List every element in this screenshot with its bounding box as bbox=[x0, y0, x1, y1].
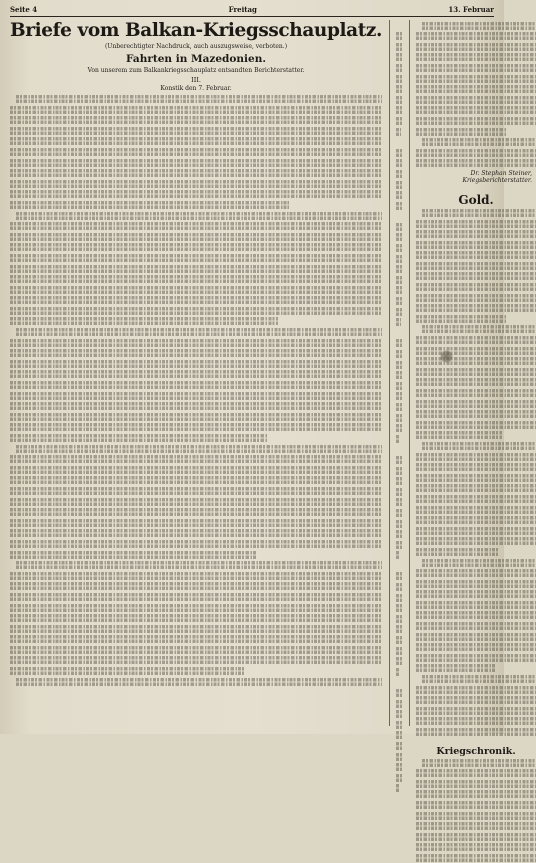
article-signature: Dr. Stephan Steiner, Kriegsberichterstatter. bbox=[462, 170, 533, 185]
text-line bbox=[416, 495, 536, 504]
text-line bbox=[10, 487, 382, 496]
text-line bbox=[396, 509, 402, 518]
text-line bbox=[416, 548, 499, 557]
text-line bbox=[396, 615, 402, 624]
text-line bbox=[416, 220, 536, 229]
text-line bbox=[10, 222, 382, 231]
text-line bbox=[10, 593, 382, 602]
text-line bbox=[416, 474, 536, 483]
text-line bbox=[416, 717, 536, 726]
text-line bbox=[416, 421, 536, 430]
text-line bbox=[10, 519, 382, 528]
text-line bbox=[416, 696, 536, 705]
text-line bbox=[416, 453, 536, 462]
text-line bbox=[16, 95, 382, 104]
text-line bbox=[416, 707, 536, 716]
text-line bbox=[422, 325, 536, 334]
text-line bbox=[396, 414, 402, 423]
issue-date: 13. Februar bbox=[448, 5, 494, 14]
text-line bbox=[416, 527, 536, 536]
text-line bbox=[396, 181, 402, 190]
text-line bbox=[416, 622, 536, 631]
text-line bbox=[396, 594, 402, 603]
text-line bbox=[10, 265, 382, 274]
text-line bbox=[10, 137, 382, 146]
text-line bbox=[422, 442, 536, 451]
text-line bbox=[10, 667, 244, 676]
text-line bbox=[396, 647, 402, 656]
text-line bbox=[416, 654, 536, 663]
text-line bbox=[416, 780, 536, 789]
series-subtitle: Von unserem zum Balkankriegsschauplatz entsandten Berichterstatter. bbox=[87, 67, 305, 74]
text-line bbox=[10, 423, 382, 432]
text-line bbox=[10, 339, 382, 348]
gold-body bbox=[416, 209, 536, 737]
text-line bbox=[396, 223, 402, 232]
text-line bbox=[396, 763, 402, 772]
text-line bbox=[416, 537, 536, 546]
text-line bbox=[396, 604, 402, 613]
text-line bbox=[10, 455, 382, 464]
text-line bbox=[416, 854, 536, 863]
text-line bbox=[396, 159, 402, 168]
text-line bbox=[416, 106, 536, 115]
text-line bbox=[396, 75, 402, 84]
text-line bbox=[396, 276, 402, 285]
day-label: Freitag bbox=[228, 5, 257, 14]
text-line bbox=[396, 43, 402, 52]
text-line bbox=[10, 116, 382, 125]
text-line bbox=[396, 233, 402, 242]
column-1 bbox=[10, 20, 382, 726]
text-line bbox=[396, 753, 402, 762]
page-folio: Seite 4 bbox=[10, 5, 38, 14]
text-line bbox=[10, 307, 382, 316]
text-line bbox=[16, 212, 382, 221]
text-line bbox=[422, 675, 536, 684]
text-line bbox=[396, 392, 402, 401]
text-line bbox=[10, 625, 382, 634]
text-line bbox=[396, 668, 400, 677]
text-line bbox=[416, 53, 536, 62]
section-title-gold: Gold. bbox=[458, 193, 494, 208]
text-line bbox=[10, 254, 382, 263]
text-line bbox=[10, 190, 382, 199]
text-line bbox=[416, 368, 536, 377]
text-line bbox=[416, 400, 536, 409]
text-line bbox=[416, 601, 536, 610]
text-line bbox=[16, 678, 382, 687]
text-line bbox=[16, 445, 382, 454]
text-line bbox=[396, 689, 402, 698]
text-line bbox=[416, 516, 536, 525]
text-line bbox=[416, 686, 536, 695]
text-line bbox=[396, 371, 402, 380]
text-line bbox=[396, 530, 402, 539]
text-line bbox=[396, 32, 402, 41]
text-line bbox=[416, 643, 536, 652]
text-line bbox=[396, 297, 402, 306]
text-line bbox=[416, 230, 536, 239]
part-number: III. bbox=[191, 76, 201, 84]
text-line bbox=[396, 339, 402, 348]
text-line bbox=[10, 540, 382, 549]
text-line bbox=[10, 148, 382, 157]
text-line bbox=[396, 308, 402, 317]
text-line bbox=[416, 128, 506, 137]
text-line bbox=[416, 294, 536, 303]
text-line bbox=[10, 656, 382, 665]
text-line bbox=[416, 32, 536, 41]
text-line bbox=[10, 286, 382, 295]
text-line bbox=[416, 611, 536, 620]
column-1-body bbox=[10, 95, 382, 687]
text-line bbox=[396, 784, 400, 793]
text-line bbox=[396, 318, 401, 327]
text-line bbox=[396, 202, 402, 211]
text-line bbox=[10, 169, 382, 178]
text-line bbox=[396, 700, 402, 709]
text-line bbox=[10, 106, 382, 115]
column-2-body-top bbox=[396, 22, 402, 211]
text-line bbox=[396, 350, 402, 359]
text-line bbox=[416, 64, 536, 73]
text-line bbox=[10, 614, 382, 623]
text-line bbox=[396, 572, 402, 581]
text-line bbox=[416, 149, 536, 158]
text-line bbox=[396, 625, 402, 634]
text-line bbox=[422, 22, 536, 31]
text-line bbox=[10, 466, 382, 475]
series-title: Fahrten in Mazedonien. bbox=[126, 53, 266, 65]
text-line bbox=[396, 255, 402, 264]
text-line bbox=[10, 413, 382, 422]
text-line bbox=[10, 498, 382, 507]
text-line bbox=[416, 843, 536, 852]
text-line bbox=[416, 633, 536, 642]
text-line bbox=[422, 138, 536, 147]
text-line bbox=[396, 583, 402, 592]
text-line bbox=[396, 731, 402, 740]
column-3 bbox=[409, 20, 536, 757]
text-line bbox=[396, 467, 402, 476]
text-line bbox=[396, 657, 402, 666]
text-line bbox=[416, 315, 506, 324]
text-line bbox=[396, 435, 400, 444]
text-line bbox=[396, 106, 402, 115]
text-line bbox=[416, 389, 536, 398]
text-line bbox=[416, 43, 536, 52]
text-line bbox=[416, 431, 502, 440]
article-headline: Briefe vom Balkan-Kriegsschauplatz. bbox=[10, 20, 383, 41]
text-line bbox=[416, 569, 536, 578]
text-line bbox=[416, 357, 536, 366]
running-head bbox=[10, 5, 494, 17]
text-line bbox=[10, 381, 382, 390]
text-line bbox=[396, 721, 402, 730]
text-line bbox=[416, 117, 536, 126]
text-line bbox=[10, 604, 382, 613]
text-line bbox=[10, 233, 382, 242]
text-line bbox=[416, 251, 536, 260]
text-line bbox=[416, 812, 536, 821]
text-line bbox=[10, 349, 382, 358]
text-line bbox=[10, 476, 382, 485]
text-line bbox=[10, 317, 278, 326]
text-line bbox=[396, 244, 402, 253]
text-line bbox=[416, 664, 495, 673]
text-line bbox=[10, 159, 382, 168]
text-line bbox=[396, 477, 402, 486]
text-line bbox=[396, 361, 402, 370]
text-line bbox=[416, 580, 536, 589]
text-line bbox=[396, 53, 402, 62]
text-line bbox=[396, 382, 402, 391]
text-line bbox=[416, 96, 536, 105]
text-line bbox=[396, 541, 402, 550]
text-line bbox=[396, 191, 402, 200]
text-line bbox=[396, 85, 402, 94]
chronik-body bbox=[416, 759, 536, 863]
section-title-chronik: Kriegschronik. bbox=[436, 746, 516, 757]
text-line bbox=[10, 572, 382, 581]
text-line bbox=[10, 635, 382, 644]
text-line bbox=[396, 456, 402, 465]
text-line bbox=[10, 392, 382, 401]
text-line bbox=[16, 561, 382, 570]
text-line bbox=[416, 241, 536, 250]
text-line bbox=[10, 402, 382, 411]
text-line bbox=[416, 801, 536, 810]
text-line bbox=[10, 180, 382, 189]
text-line bbox=[10, 275, 382, 284]
text-line bbox=[16, 328, 382, 337]
text-line bbox=[396, 128, 401, 137]
text-line bbox=[416, 347, 536, 356]
text-line bbox=[396, 64, 402, 73]
text-line bbox=[416, 590, 536, 599]
text-line bbox=[396, 149, 402, 158]
text-line bbox=[396, 710, 402, 719]
text-line bbox=[416, 336, 536, 345]
text-line bbox=[416, 283, 536, 292]
text-line bbox=[416, 822, 536, 831]
text-line bbox=[416, 262, 536, 271]
text-line bbox=[416, 463, 536, 472]
text-line bbox=[10, 201, 289, 210]
text-line bbox=[416, 410, 536, 419]
text-line bbox=[10, 296, 382, 305]
text-line bbox=[396, 636, 402, 645]
text-line bbox=[416, 85, 536, 94]
article-columns bbox=[10, 20, 533, 757]
text-line bbox=[396, 774, 402, 783]
text-line bbox=[10, 646, 382, 655]
column-2-body-bottom bbox=[396, 212, 402, 804]
text-line bbox=[396, 488, 402, 497]
text-line bbox=[396, 170, 402, 179]
text-line bbox=[422, 209, 536, 218]
column-3-body-top bbox=[416, 22, 536, 169]
text-line bbox=[396, 551, 400, 560]
text-line bbox=[416, 833, 536, 842]
text-line bbox=[10, 508, 382, 517]
text-line bbox=[422, 759, 536, 768]
article-dateline: Konstik den 7. Februar. bbox=[160, 85, 232, 92]
text-line bbox=[10, 529, 382, 538]
text-line bbox=[416, 159, 536, 168]
text-line bbox=[396, 742, 402, 751]
text-line bbox=[10, 243, 382, 252]
text-line bbox=[396, 424, 402, 433]
text-line bbox=[416, 506, 536, 515]
text-line bbox=[416, 272, 536, 281]
text-line bbox=[422, 559, 536, 568]
text-line bbox=[396, 117, 402, 126]
text-line bbox=[416, 728, 536, 737]
text-line bbox=[10, 360, 382, 369]
column-2 bbox=[389, 20, 402, 726]
text-line bbox=[10, 551, 256, 560]
headline-subline: (Unberechtigter Nachdruck, auch auszugsweise, verboten.) bbox=[104, 43, 288, 50]
text-line bbox=[396, 498, 402, 507]
text-line bbox=[396, 286, 402, 295]
text-line bbox=[416, 378, 536, 387]
text-line bbox=[396, 96, 402, 105]
text-line bbox=[416, 304, 536, 313]
text-line bbox=[10, 434, 267, 443]
text-line bbox=[10, 127, 382, 136]
text-line bbox=[10, 582, 382, 591]
text-line bbox=[416, 484, 536, 493]
text-line bbox=[10, 370, 382, 379]
text-line bbox=[396, 520, 402, 529]
text-line bbox=[396, 265, 402, 274]
text-line bbox=[416, 75, 536, 84]
text-line bbox=[396, 403, 402, 412]
text-line bbox=[416, 769, 536, 778]
text-line bbox=[416, 790, 536, 799]
